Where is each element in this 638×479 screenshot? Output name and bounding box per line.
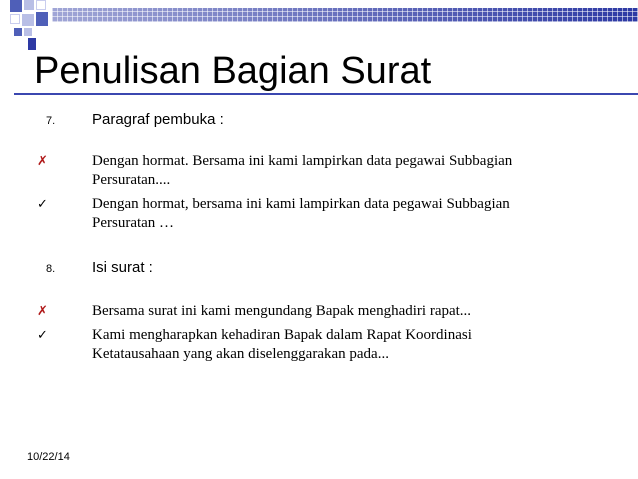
slide-date: 10/22/14: [27, 451, 70, 463]
slide-title: Penulisan Bagian Surat: [34, 50, 432, 92]
item-heading: Isi surat :: [92, 259, 153, 276]
title-accent-bar: [28, 38, 36, 50]
check-icon: ✓: [37, 328, 48, 343]
item-number: 8.: [46, 263, 56, 275]
item-heading: Paragraf pembuka :: [92, 111, 224, 128]
corner-decoration: [0, 0, 52, 40]
cross-icon: ✗: [37, 154, 48, 169]
cross-icon: ✗: [37, 304, 48, 319]
example-incorrect: Bersama surat ini kami mengundang Bapak menghadiri rapat...: [92, 303, 472, 319]
check-icon: ✓: [37, 197, 48, 212]
example-correct: Kami mengharapkan kehadiran Bapak dalam Rapat Koordinasi Ketatausahaan yang akan diselenggarakan pada...: [92, 327, 472, 362]
title-divider: [14, 93, 638, 95]
example-correct: Dengan hormat, bersama ini kami lampirkan data pegawai Subbagian Persuratan …: [92, 196, 510, 231]
header-bar: [52, 8, 638, 22]
item-number: 7.: [46, 115, 56, 127]
example-incorrect: Dengan hormat. Bersama ini kami lampirkan data pegawai Subbagian Persuratan....: [92, 153, 513, 188]
